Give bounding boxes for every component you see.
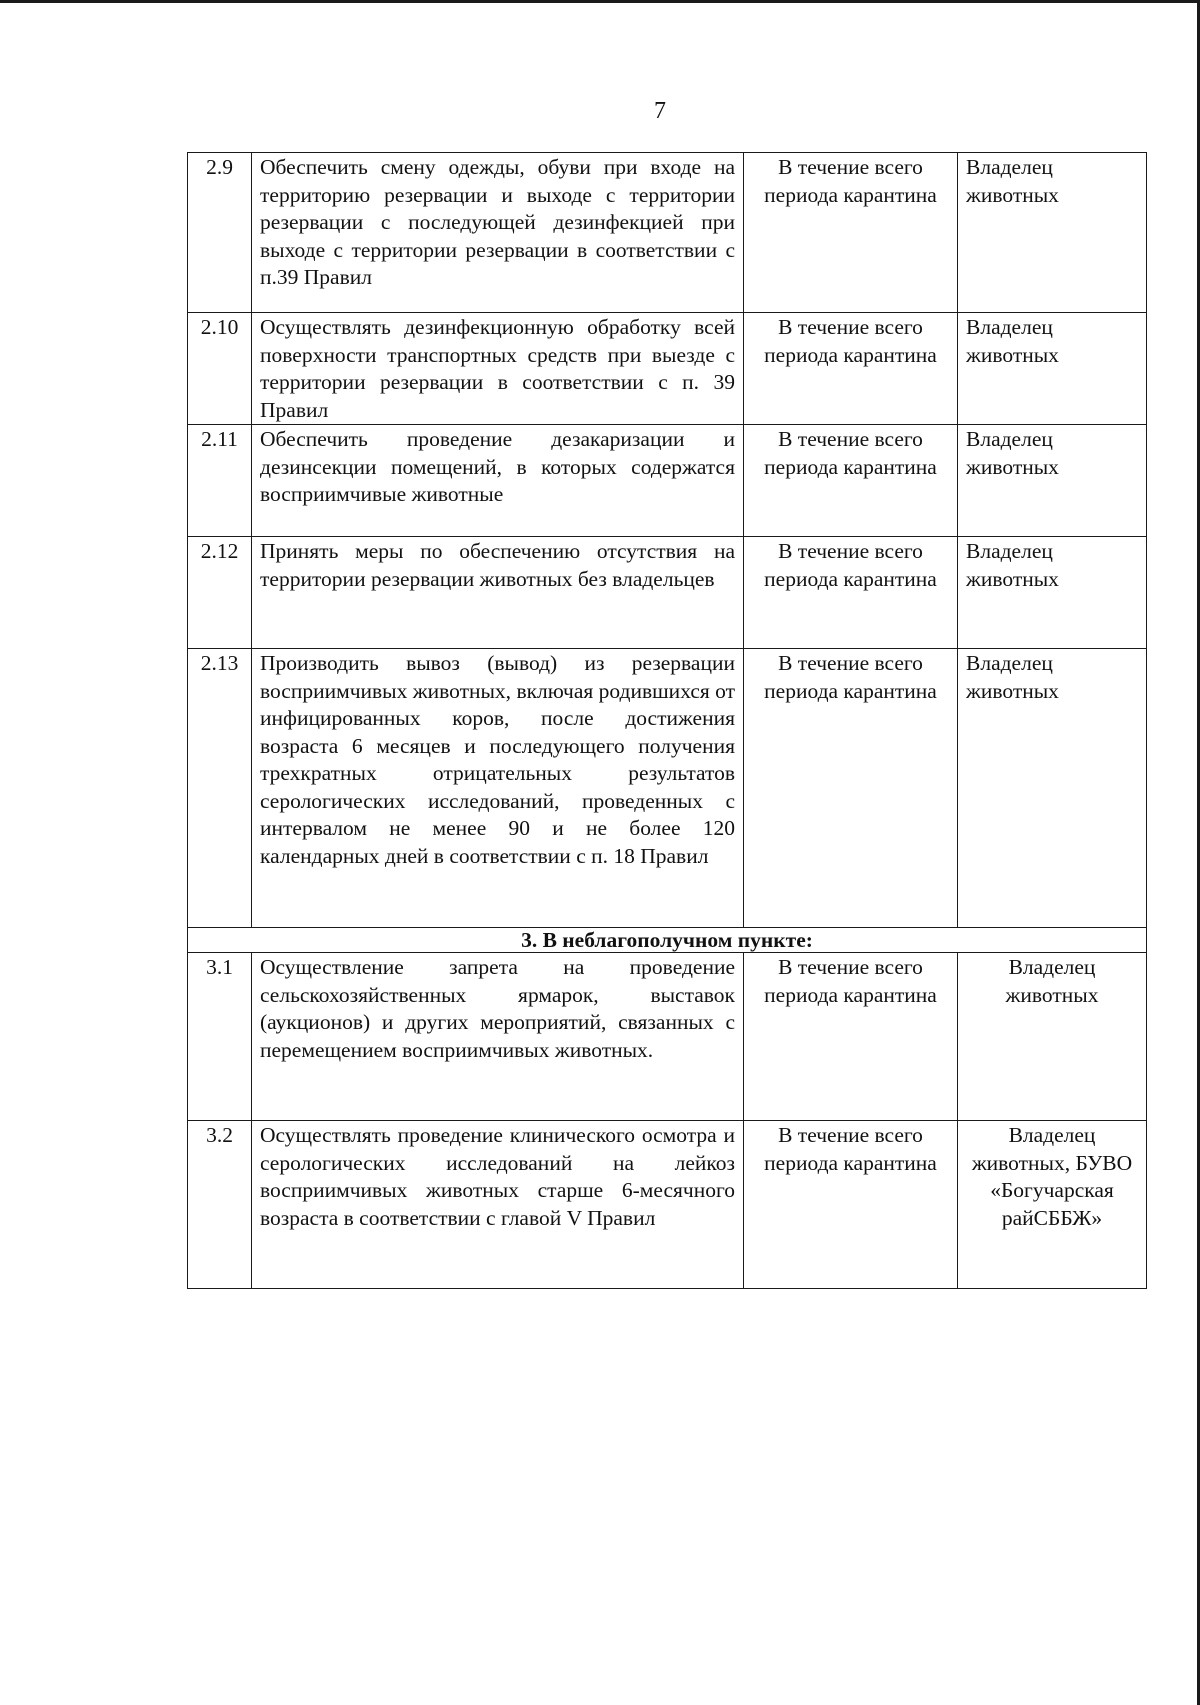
- row-responsible: Владелец животных: [958, 153, 1147, 313]
- measures-table: [187, 152, 1147, 1289]
- row-action: Обеспечить проведение дезакаризации и дезинсекции помещений, в которых содержатся восприимчивые животные: [252, 425, 744, 537]
- row-term: В течение всего периода карантина: [744, 1121, 958, 1289]
- row-number: 3.2: [188, 1121, 252, 1289]
- row-action: Осуществление запрета на проведение сельскохозяйственных ярмарок, выставок (аукционов) и других мероприятий, связанных с перемещением восприимчивых животных.: [252, 953, 744, 1121]
- row-term: В течение всего периода карантина: [744, 537, 958, 649]
- row-action: Принять меры по обеспечению отсутствия на территории резервации животных без владельцев: [252, 537, 744, 649]
- row-responsible: Владелец животных: [958, 425, 1147, 537]
- row-number: 2.13: [188, 649, 252, 928]
- row-number: 2.10: [188, 313, 252, 425]
- row-responsible: Владелец животных: [958, 313, 1147, 425]
- row-action: Осуществлять дезинфекционную обработку всей поверхности транспортных средств при выезде с территории резервации в соответствии с п. 39 Правил: [252, 313, 744, 425]
- row-number: 2.11: [188, 425, 252, 537]
- row-number: 2.9: [188, 153, 252, 313]
- row-term: В течение всего периода карантина: [744, 153, 958, 313]
- row-action: Обеспечить смену одежды, обуви при входе на территорию резервации и выходе с территории резервации с последующей дезинфекцией при выходе с территории резервации в соответствии с п.39 Правил: [252, 153, 744, 313]
- row-term: В течение всего периода карантина: [744, 649, 958, 928]
- row-term: В течение всего периода карантина: [744, 313, 958, 425]
- table-row: [188, 953, 1147, 1121]
- table-row: [188, 153, 1147, 313]
- row-term: В течение всего периода карантина: [744, 953, 958, 1121]
- section-heading: 3. В неблагополучном пункте:: [188, 928, 1147, 953]
- table-row: [188, 313, 1147, 425]
- row-action: Производить вывоз (вывод) из резервации восприимчивых животных, включая родившихся от инфицированных коров, после достижения возраста 6 месяцев и последующего получения трехкратных отрицательных результатов серологических исследований, проведенных с интервалом не менее 90 и не более 120 календарных дней в соответствии с п. 18 Правил: [252, 649, 744, 928]
- section-heading-row: [188, 928, 1147, 953]
- row-action: Осуществлять проведение клинического осмотра и серологических исследований на лейкоз восприимчивых животных старше 6-месячного возраста в соответствии с главой V Правил: [252, 1121, 744, 1289]
- table-row: [188, 649, 1147, 928]
- row-responsible: Владелец животных: [958, 953, 1147, 1121]
- row-responsible: Владелец животных, БУВО «Богучарская райСББЖ»: [958, 1121, 1147, 1289]
- page-number: 7: [654, 98, 666, 124]
- table-row: [188, 1121, 1147, 1289]
- row-term: В течение всего периода карантина: [744, 425, 958, 537]
- row-responsible: Владелец животных: [958, 649, 1147, 928]
- table-row: [188, 537, 1147, 649]
- table-row: [188, 425, 1147, 537]
- row-number: 2.12: [188, 537, 252, 649]
- row-responsible: Владелец животных: [958, 537, 1147, 649]
- row-number: 3.1: [188, 953, 252, 1121]
